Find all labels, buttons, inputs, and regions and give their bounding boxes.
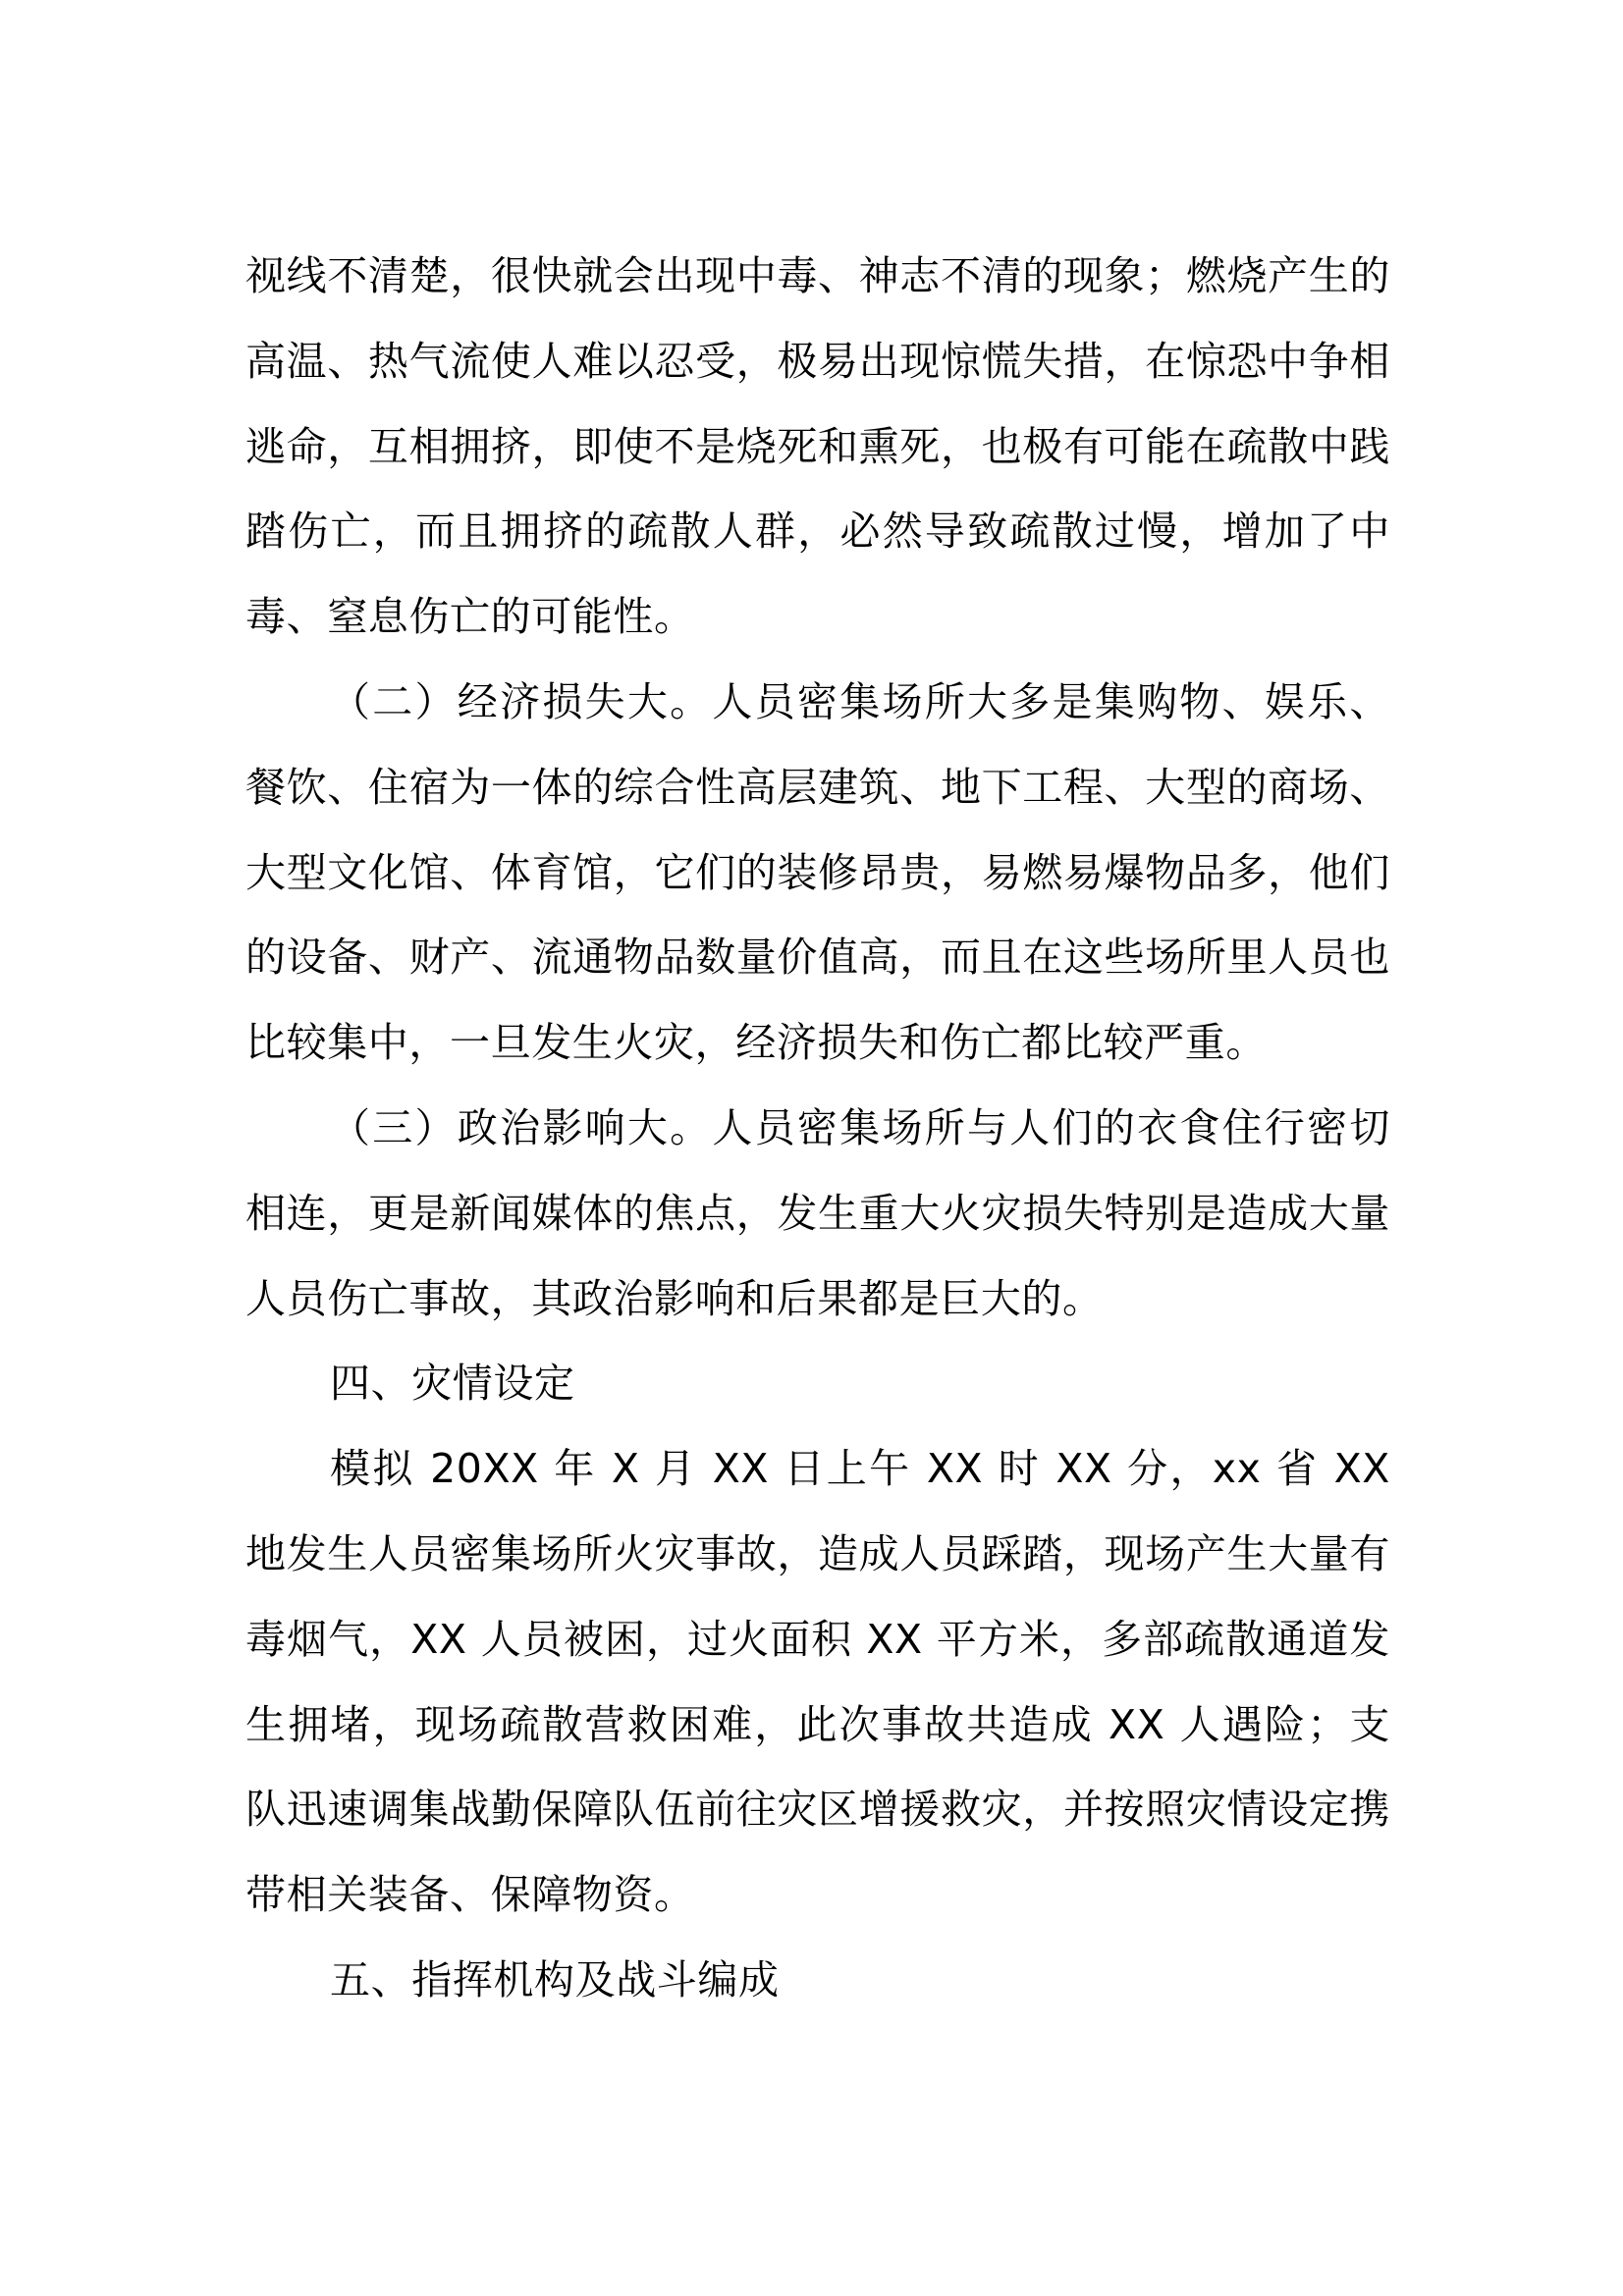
- paragraph-political-impact: （三）政治影响大。人员密集场所与人们的衣食住行密切相连，更是新闻媒体的焦点，发生重大火灾损失特别是造成大量人员伤亡事故，其政治影响和后果都是巨大的。: [245, 1103, 1390, 1322]
- paragraph-economic-loss: （二）经济损失大。人员密集场所大多是集购物、娱乐、餐饮、住宿为一体的综合性高层建筑、地下工程、大型的商场、大型文化馆、体育馆，它们的装修昂贵，易燃易爆物品多，他们的设备、财产、流通物品数量价值高，而且在这些场所里人员也比较集中，一旦发生火灾，经济损失和伤亡都比较严重。: [245, 677, 1390, 1067]
- document-page: [245, 234, 1390, 2023]
- section-heading-disaster-scenario: 四、灾情设定: [330, 1360, 575, 1408]
- paragraph-casualty-risk: 视线不清楚，很快就会出现中毒、神志不清的现象；燃烧产生的高温、热气流使人难以忍受，极易出现惊慌失措，在惊恐中争相逃命，互相拥挤，即使不是烧死和熏死，也极有可能在疏散中践踏伤亡，而且拥挤的疏散人群，必然导致疏散过慢，增加了中毒、窒息伤亡的可能性。: [245, 252, 1390, 641]
- section-heading-command-structure: 五、指挥机构及战斗编成: [330, 1955, 780, 2003]
- paragraph-scenario-description: 模拟 20XX 年 X 月 XX 日上午 XX 时 XX 分，xx 省 XX 地发生人员密集场所火灾事故，造成人员踩踏，现场产生大量有毒烟气，XX 人员被困，过火面积 XX 平方米，多部疏散通道发生拥堵，现场疏散营救困难，此次事故共造成 XX 人遇险；支队迅速调集战勤保障队伍前往灾区增援救灾，并按照灾情设定携带相关装备、保障物资。: [245, 1445, 1390, 1919]
